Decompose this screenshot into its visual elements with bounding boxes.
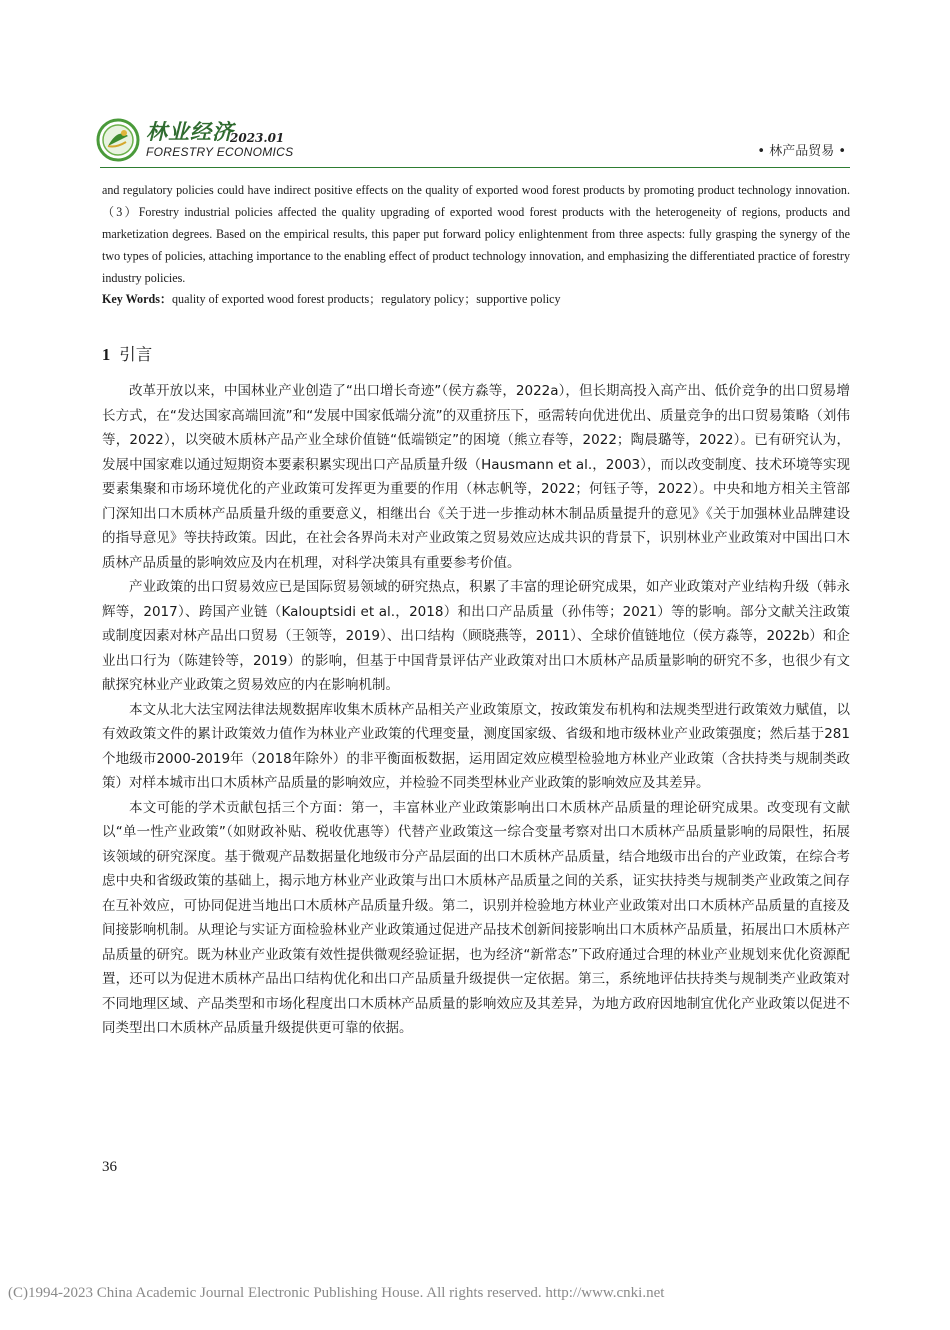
section-number: 1	[102, 345, 111, 364]
journal-title-cn: 林业经济	[146, 119, 234, 144]
journal-logo-icon	[96, 118, 140, 162]
keywords-label: Key Words：	[102, 292, 172, 306]
header-divider	[100, 167, 850, 168]
paragraph: 本文从北大法宝网法律法规数据库收集木质林产品相关产业政策原文，按政策发布机构和法规类型进行政策效力赋值，以有效政策文件的累计政策效力值作为林业产业政策的代理变量，测度国家级、省级和地市级林业产业政策强度；然后基于281个地级市2000-2019年（2018年除外）的非平衡面板数据，运用固定效应模型检验地方林业产业政策（含扶持类与规制类政策）对样本城市出口木质林产品质量的影响效应，并检验不同类型林业产业政策的影响效应及其差异。	[102, 701, 850, 791]
section-title: 引言	[119, 345, 153, 364]
paragraph: 产业政策的出口贸易效应已是国际贸易领域的研究热点，积累了丰富的理论研究成果，如产业政策对产业结构升级（韩永辉等，2017）、跨国产业链（Kalouptsidi et al.，2018）和出口产品质量（孙伟等；2021）等的影响。部分文献关注政策或制度因素对林产品出口贸易（王领等，2019）、出口结构（顾晓燕等，2011）、全球价值链地位（侯方淼等，2022b）和企业出口行为（陈建铃等，2019）的影响，但基于中国背景评估产业政策对出口木质林产品质量影响的研究不多，也很少有文献探究林业产业政策之贸易效应的内在影响机制。	[102, 579, 850, 693]
paragraph: 改革开放以来，中国林业产业创造了“出口增长奇迹”（侯方淼等，2022a），但长期高投入高产出、低价竞争的出口贸易增长方式，在“发达国家高端回流”和“发展中国家低端分流”的双重挤压下，亟需转向优进优出、质量竞争的出口贸易策略（刘伟等，2022），以突破木质林产品产业全球价值链“低端锁定”的困境（熊立春等，2022；陶晨璐等，2022）。已有研究认为，发展中国家难以通过短期资本要素积累实现出口产品质量升级（Hausmann et al.，2003），而以改变制度、技术环境等实现要素集聚和市场环境优化的产业政策可发挥更为重要的作用（林志帆等，2022；何钰子等，2022）。中央和地方相关主管部门深知出口木质林产品质量升级的重要意义，相继出台《关于进一步推动林木制品质量提升的意见》《关于加强林业品牌建设的指导意见》等扶持政策。因此，在社会各界尚未对产业政策之贸易效应达成共识的背景下，识别林业产业政策对中国出口木质林产品质量的影响效应及内在机理，对科学决策具有重要参考价值。	[102, 383, 850, 571]
page-number: 36	[102, 1159, 117, 1175]
journal-title-en: FORESTRY ECONOMICS	[146, 145, 294, 159]
abstract-text: and regulatory policies could have indirect positive effects on the quality of exported wood forest products by promoting product technology innovation.（3）Forestry industrial policies affected the quality upgrading of exported wood forest products with the heterogeneity of regions, products and marketization degrees. Based on the empirical results, this paper put forward policy enlightenment from three aspects: fully grasping the synergy of the two types of policies, attaching importance to the enabling effect of product technology innovation, and emphasizing the differentiated practice of forestry industry policies.	[102, 183, 850, 285]
body-text	[102, 379, 850, 1041]
copyright-notice: (C)1994-2023 China Academic Journal Electronic Publishing House. All rights reserved. http://www.cnki.net	[8, 1285, 665, 1301]
section-heading	[102, 343, 152, 367]
journal-issue: 2023.01	[230, 131, 285, 145]
section-tag: • 林产品贸易 •	[757, 144, 846, 159]
paragraph: 本文可能的学术贡献包括三个方面：第一，丰富林业产业政策影响出口木质林产品质量的理论研究成果。改变现有文献以“单一性产业政策”（如财政补贴、税收优惠等）代替产业政策这一综合变量考察对出口木质林产品质量影响的局限性，拓展该领域的研究深度。基于微观产品数据量化地级市分产品层面的出口木质林产品质量，结合地级市出台的产业政策，在综合考虑中央和省级政策的基础上，揭示地方林业产业政策与出口木质林产品质量之间的关系，证实扶持类与规制类产业政策之间存在互补效应，可协同促进当地出口木质林产品质量升级。第二，识别并检验地方林业产业政策对出口木质林产品质量的直接及间接影响机制。从理论与实证方面检验林业产业政策通过促进产品技术创新间接影响出口木质林产品质量，拓展出口木质林产品质量的研究。既为林业产业政策有效性提供微观经验证据，也为经济“新常态”下政府通过合理的林业产业规划来优化资源配置，还可以为促进木质林产品出口结构优化和出口产品质量升级提供一定依据。第三，系统地评估扶持类与规制类产业政策对不同地理区域、产品类型和市场化程度出口木质林产品质量的影响效应及其差异，为地方政府因地制宜优化产业政策以促进不同类型出口木质林产品质量升级提供更可靠的依据。	[102, 799, 850, 1036]
keywords-value: quality of exported wood forest products；regulatory policy；supportive policy	[172, 292, 561, 306]
keywords	[102, 288, 850, 310]
